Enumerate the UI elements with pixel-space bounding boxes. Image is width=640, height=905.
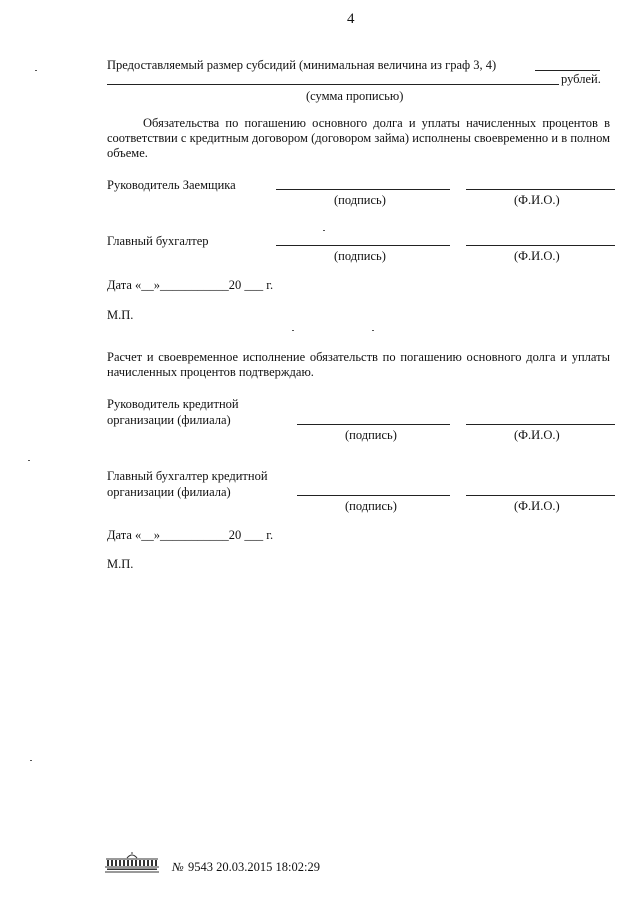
borrower-date: Дата «__»___________20 ___ г. (107, 278, 274, 292)
borrower-head-signature-line (276, 189, 450, 190)
borrower-head-label: Руководитель Заемщика (107, 178, 236, 192)
bank-accountant-signature-line (297, 495, 450, 496)
confirmation-paragraph: Расчет и своевременное исполнение обязательств по погашению основного долга и уплаты начисленных процентов подтверждаю. (107, 350, 610, 379)
borrower-accountant-name-line (466, 245, 615, 246)
subsidy-label: Предоставляемый размер субсидий (минимальная величина из граф 3, 4) (107, 58, 497, 72)
bank-accountant-label-line1: Главный бухгалтер кредитной (107, 469, 268, 483)
bank-stamp-label: М.П. (107, 557, 134, 571)
name-caption: (Ф.И.О.) (514, 499, 560, 513)
name-caption: (Ф.И.О.) (514, 193, 560, 207)
bank-head-label-line1: Руководитель кредитной (107, 397, 239, 411)
name-caption: (Ф.И.О.) (514, 428, 560, 442)
registration-stamp: 9543 20.03.2015 18:02:29 (188, 860, 320, 874)
signature-caption: (подпись) (345, 499, 397, 513)
signature-caption: (подпись) (334, 249, 386, 263)
bank-head-name-line (466, 424, 615, 425)
signature-caption: (подпись) (345, 428, 397, 442)
borrower-stamp-label: М.П. (107, 308, 134, 322)
scan-speck (372, 330, 374, 331)
bank-head-signature-line (297, 424, 450, 425)
borrower-accountant-label: Главный бухгалтер (107, 234, 209, 248)
scan-speck (28, 460, 30, 461)
bank-accountant-label-line2: организации (филиала) (107, 485, 231, 499)
subsidy-words-line (107, 84, 559, 85)
subsidy-amount-line (535, 70, 600, 71)
registry-logo (103, 851, 161, 875)
scan-speck (30, 760, 32, 761)
borrower-head-name-line (466, 189, 615, 190)
bank-head-label-line2: организации (филиала) (107, 413, 231, 427)
page-number: 4 (347, 11, 355, 27)
obligations-paragraph: Обязательства по погашению основного долга и уплаты начисленных процентов в соответствии с кредитным договором (договором займа) исполнены своевременно и в полном объеме. (107, 116, 610, 160)
scan-speck (292, 330, 294, 331)
signature-caption: (подпись) (334, 193, 386, 207)
doc-number-sign: № (172, 860, 184, 874)
borrower-accountant-signature-line (276, 245, 450, 246)
name-caption: (Ф.И.О.) (514, 249, 560, 263)
subsidy-currency: рублей. (561, 72, 601, 86)
subsidy-amount-caption: (сумма прописью) (306, 89, 404, 103)
bank-date: Дата «__»___________20 ___ г. (107, 528, 274, 542)
bank-accountant-name-line (466, 495, 615, 496)
building-emblem-icon (103, 851, 161, 875)
scan-speck (323, 230, 325, 231)
scan-speck (35, 70, 37, 71)
